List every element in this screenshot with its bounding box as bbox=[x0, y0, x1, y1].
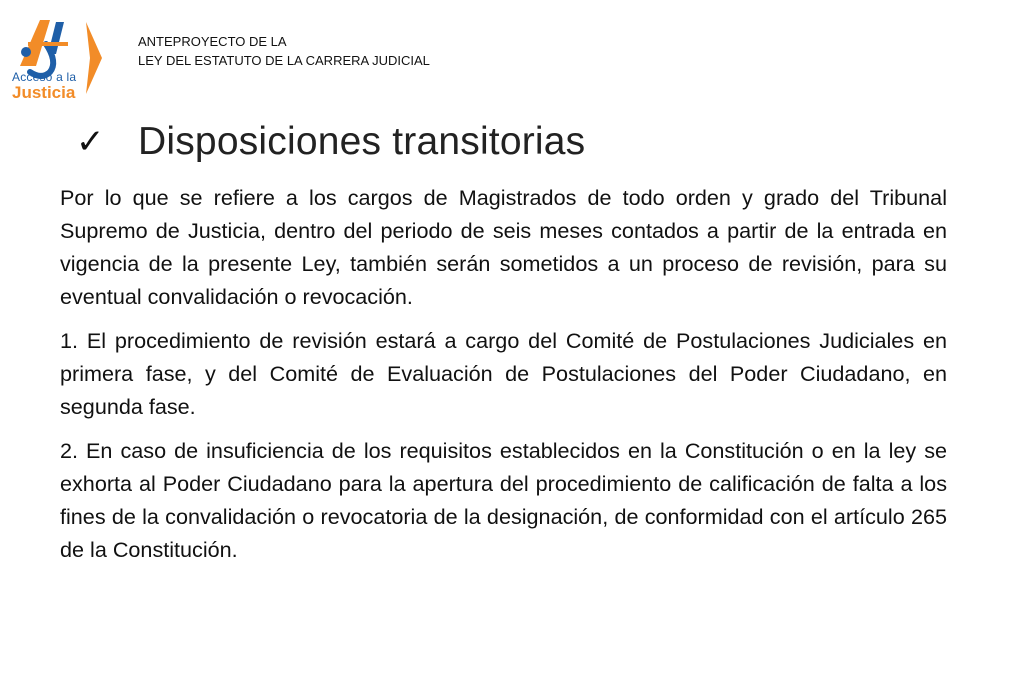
header-line2: LEY DEL ESTATUTO DE LA CARRERA JUDICIAL bbox=[138, 53, 430, 68]
header-caption bbox=[138, 32, 430, 70]
check-icon: ✓ bbox=[76, 122, 105, 162]
paragraph-intro: Por lo que se refiere a los cargos de Magistrados de todo orden y grado del Tribunal Supremo de Justicia, dentro del periodo de seis meses contados a partir de la entrada en vigencia de la presente Ley, también serán sometidos a un proceso de revisión, para su eventual convalidación o revocación. bbox=[60, 185, 947, 309]
paragraph-item-2: 2. En caso de insuficiencia de los requisitos establecidos en la Constitución o en la ley se exhorta al Poder Ciudadano para la apertura del procedimiento de calificación de falta a los fines de la convalidación o revocatoria de la designación, de conformidad con el artículo 265 de la Constitución. bbox=[60, 438, 947, 562]
slide-title: Disposiciones transitorias bbox=[138, 120, 586, 163]
slide-title-row bbox=[76, 114, 585, 170]
acceso-a-la-justicia-logo bbox=[6, 14, 106, 100]
header-line1: ANTEPROYECTO DE LA bbox=[138, 34, 287, 49]
logo-line1: Acceso a la bbox=[12, 70, 77, 84]
slide-body bbox=[60, 181, 947, 577]
logo-text bbox=[12, 71, 76, 101]
paragraph-item-1: 1. El procedimiento de revisión estará a cargo del Comité de Postulaciones Judiciales en primera fase, y del Comité de Evaluación de Postulaciones del Poder Ciudadano, en segunda fase. bbox=[60, 328, 947, 419]
logo-line2: Justicia bbox=[12, 83, 76, 102]
